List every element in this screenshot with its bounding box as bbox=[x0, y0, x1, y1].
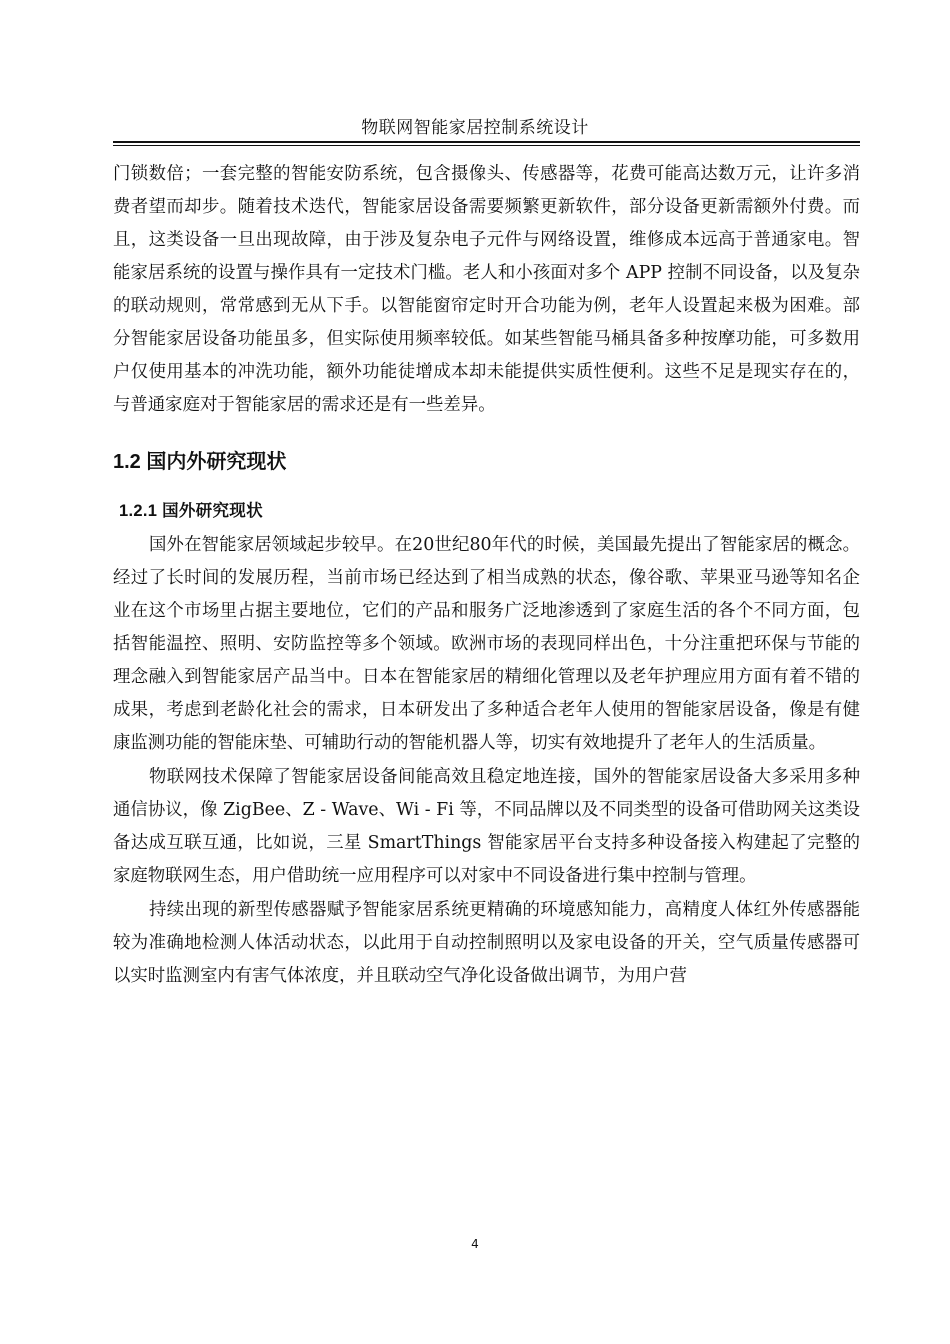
body-paragraph-1: 国外在智能家居领域起步较早。在20世纪80年代的时候，美国最先提出了智能家居的概念。经过了长时间的发展历程，当前市场已经达到了相当成熟的状态，像谷歌、苹果亚马逊等知名企业在这个市场里占据主要地位，它们的产品和服务广泛地渗透到了家庭生活的各个不同方面，包括智能温控、照明、安防监控等多个领域。欧洲市场的表现同样出色，十分注重把环保与节能的理念融入到智能家居产品当中。日本在智能家居的精细化管理以及老年护理应用方面有着不错的成果，考虑到老龄化社会的需求，日本研发出了多种适合老年人使用的智能家居设备，像是有健康监测功能的智能床垫、可辅助行动的智能机器人等，切实有效地提升了老年人的生活质量。 bbox=[113, 535, 860, 753]
page-body bbox=[113, 158, 860, 993]
body-paragraph-3: 持续出现的新型传感器赋予智能家居系统更精确的环境感知能力，高精度人体红外传感器能较为准确地检测人体活动状态，以此用于自动控制照明以及家电设备的开关，空气质量传感器可以实时监测室内有害气体浓度，并且联动空气净化设备做出调节，为用户营 bbox=[113, 900, 860, 986]
subsection-heading: 1.2.1 国外研究现状 bbox=[119, 502, 263, 520]
header-rule-thin bbox=[113, 145, 860, 146]
body-paragraph-2: 物联网技术保障了智能家居设备间能高效且稳定地连接，国外的智能家居设备大多采用多种通信协议，像 ZigBee、Z - Wave、Wi - Fi 等，不同品牌以及不同类型的设备可借助网关这类设备达成互联互通，比如说，三星 SmartThings 智能家居平台支持多种设备接入构建起了完整的家庭物联网生态，用户借助统一应用程序可以对家中不同设备进行集中控制与管理。 bbox=[113, 767, 860, 886]
header-rule-thick bbox=[113, 141, 860, 143]
continuation-paragraph: 门锁数倍；一套完整的智能安防系统，包含摄像头、传感器等，花费可能高达数万元，让许多消费者望而却步。随着技术迭代，智能家居设备需要频繁更新软件，部分设备更新需额外付费。而且，这类设备一旦出现故障，由于涉及复杂电子元件与网络设置，维修成本远高于普通家电。智能家居系统的设置与操作具有一定技术门槛。老人和小孩面对多个 APP 控制不同设备，以及复杂的联动规则，常常感到无从下手。以智能窗帘定时开合功能为例，老年人设置起来极为困难。部分智能家居设备功能虽多，但实际使用频率较低。如某些智能马桶具备多种按摩功能，可多数用户仅使用基本的冲洗功能，额外功能徒增成本却未能提供实质性便利。这些不足是现实存在的，与普通家庭对于智能家居的需求还是有一些差异。 bbox=[113, 164, 860, 415]
running-header-title: 物联网智能家居控制系统设计 bbox=[361, 118, 589, 138]
section-heading: 1.2 国内外研究现状 bbox=[113, 451, 287, 473]
page-number: 4 bbox=[471, 1237, 479, 1251]
